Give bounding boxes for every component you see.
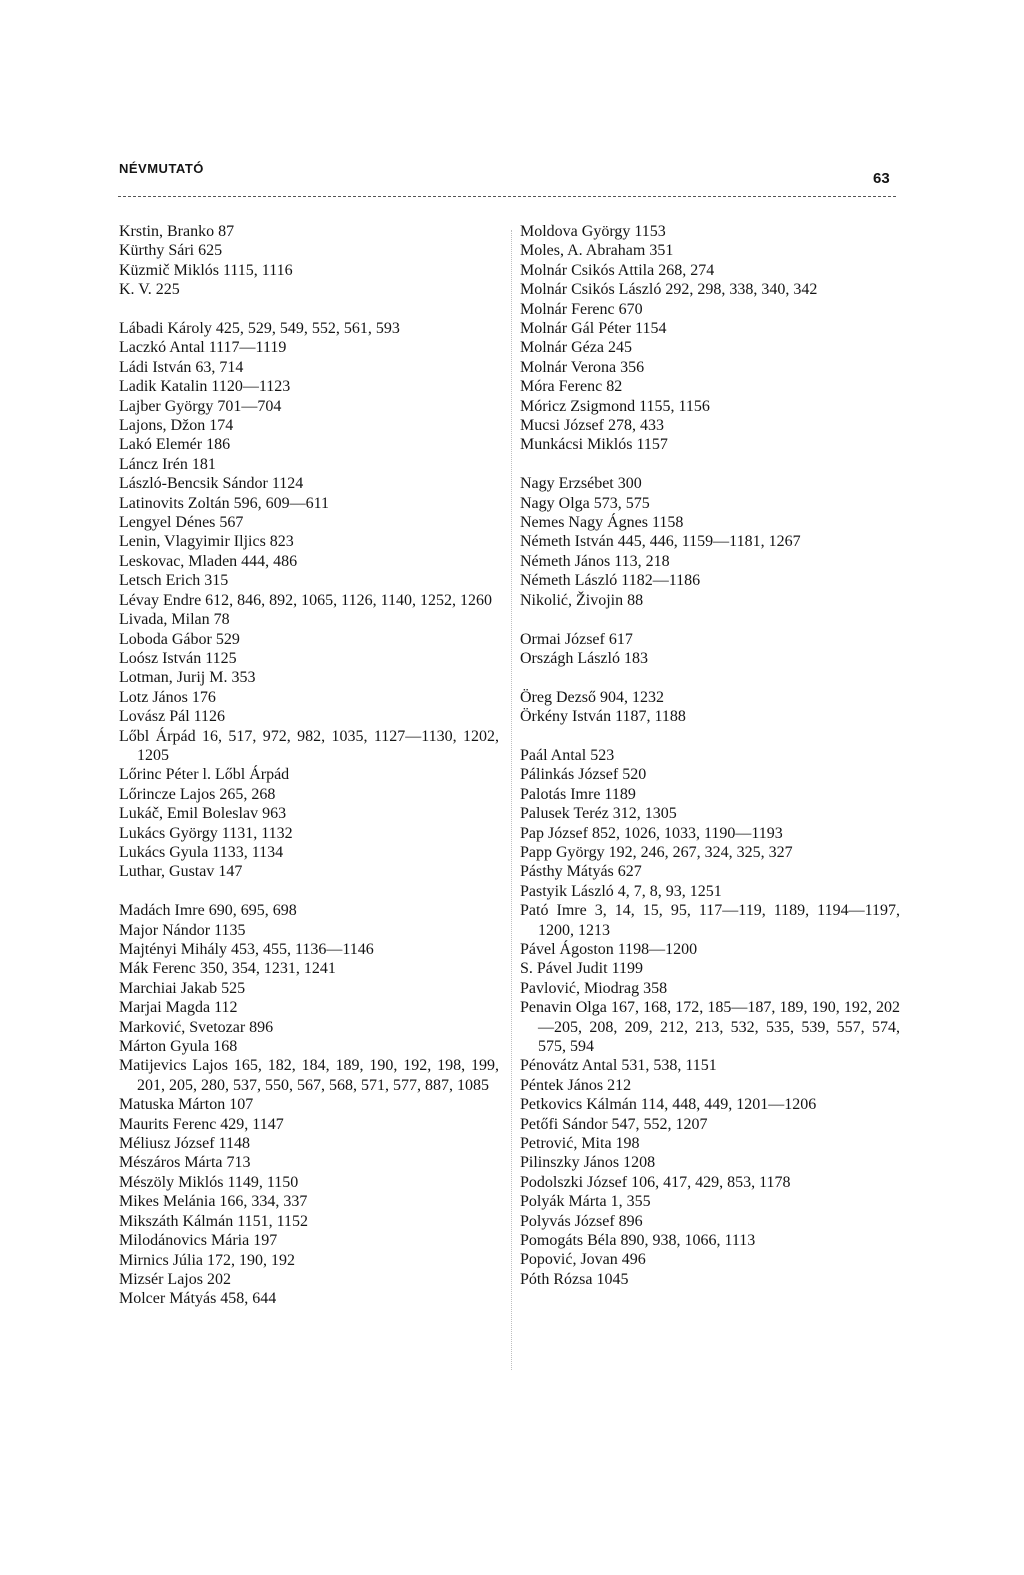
- index-entry: Mészáros Márta 713: [119, 1154, 251, 1172]
- index-entry: Mizsér Lajos 202: [119, 1270, 231, 1288]
- index-entry: Pilinszky János 1208: [520, 1154, 656, 1172]
- letter-group-gap: [119, 882, 499, 901]
- index-entry: Palusek Teréz 312, 1305: [520, 805, 677, 823]
- index-column-right: [520, 222, 900, 1289]
- index-entry: Lotz János 176: [119, 688, 216, 706]
- index-entry: Petrović, Mita 198: [520, 1135, 640, 1153]
- index-entry: Major Nándor 1135: [119, 921, 246, 939]
- index-entry: Palotás Imre 1189: [520, 785, 636, 803]
- index-entry: Moldova György 1153: [520, 223, 666, 240]
- index-entry: Móricz Zsigmond 1155, 1156: [520, 397, 710, 415]
- index-entry: Nemes Nagy Ágnes 1158: [520, 514, 684, 532]
- index-entry: Németh István 445, 446, 1159—1181, 1267: [520, 533, 801, 551]
- index-entry: Örkény István 1187, 1188: [520, 708, 686, 726]
- index-column-left: [119, 222, 499, 1309]
- index-entry: Lengyel Dénes 567: [119, 514, 244, 532]
- index-entry: Pável Ágoston 1198—1200: [520, 940, 698, 958]
- index-entry: Péntek János 212: [520, 1076, 632, 1094]
- index-entry: Mikes Melánia 166, 334, 337: [119, 1193, 308, 1211]
- index-entry: Nikolić, Živojin 88: [520, 591, 644, 609]
- index-entry: Öreg Dezső 904, 1232: [520, 688, 664, 706]
- index-entry: Ládi István 63, 714: [119, 358, 244, 376]
- index-entry: Leskovac, Mladen 444, 486: [119, 552, 298, 570]
- index-entry: Lakó Elemér 186: [119, 436, 231, 454]
- index-entry: Lábadi Károly 425, 529, 549, 552, 561, 593: [119, 320, 400, 338]
- index-entry: Mirnics Júlia 172, 190, 192: [119, 1251, 295, 1269]
- letter-group-gap: [520, 668, 900, 687]
- index-entry: Molnár Ferenc 670: [520, 300, 643, 318]
- index-entry: Ladik Katalin 1120—1123: [119, 378, 291, 396]
- index-entry: Országh László 183: [520, 649, 648, 667]
- index-entry: Lukács György 1131, 1132: [119, 824, 293, 842]
- index-entry: Németh János 113, 218: [520, 552, 670, 570]
- index-entry: Molnár Csikós László 292, 298, 338, 340, 342: [520, 281, 818, 299]
- header-divider: [118, 196, 896, 197]
- letter-group-gap: [520, 610, 900, 629]
- index-entry: Popović, Jovan 496: [520, 1251, 646, 1269]
- index-entry: Lőrinc Péter l. Lőbl Árpád: [119, 766, 290, 784]
- index-entry: Podolszki József 106, 417, 429, 853, 1178: [520, 1173, 791, 1191]
- index-entry: Loboda Gábor 529: [119, 630, 240, 648]
- index-entry: Kürthy Sári 625: [119, 242, 223, 260]
- index-entry: Matijevics Lajos 165, 182, 184, 189, 190, 192, 198, 199, 201, 205, 280, 537, 550, 567, 568, 571, 577, 887, 1085: [119, 1057, 499, 1094]
- index-entry: Petőfi Sándor 547, 552, 1207: [520, 1115, 708, 1133]
- index-entry: Moles, A. Abraham 351: [520, 242, 674, 260]
- index-entry: Pálinkás József 520: [520, 766, 647, 784]
- index-entry: Papp György 192, 246, 267, 324, 325, 327: [520, 843, 793, 861]
- column-divider: [511, 230, 512, 1370]
- index-entry: Lévay Endre 612, 846, 892, 1065, 1126, 1140, 1252, 1260: [119, 591, 492, 609]
- index-entry: Lotman, Jurij M. 353: [119, 669, 256, 687]
- index-entry: Petkovics Kálmán 114, 448, 449, 1201—1206: [520, 1096, 817, 1114]
- letter-group-gap: [119, 300, 499, 319]
- index-entry: Munkácsi Miklós 1157: [520, 436, 668, 454]
- index-entry: Mészöly Miklós 1149, 1150: [119, 1173, 299, 1191]
- index-entry: Pomogáts Béla 890, 938, 1066, 1113: [520, 1232, 756, 1250]
- index-entry: Pastyik László 4, 7, 8, 93, 1251: [520, 882, 722, 900]
- index-entry: Madách Imre 690, 695, 698: [119, 902, 297, 920]
- index-entry: Molnár Verona 356: [520, 358, 645, 376]
- index-entry: Milodánovics Mária 197: [119, 1232, 278, 1250]
- index-entry: Nagy Olga 573, 575: [520, 494, 650, 512]
- index-entry: Ormai József 617: [520, 630, 633, 648]
- index-entry: Küzmič Miklós 1115, 1116: [119, 261, 293, 279]
- index-entry: Lukács Gyula 1133, 1134: [119, 843, 284, 861]
- index-entry: Lőbl Árpád 16, 517, 972, 982, 1035, 1127—1130, 1202, 1205: [119, 727, 499, 764]
- index-entry: Pap József 852, 1026, 1033, 1190—1193: [520, 824, 783, 842]
- index-entry: László-Bencsik Sándor 1124: [119, 475, 304, 493]
- index-entry: Mák Ferenc 350, 354, 1231, 1241: [119, 960, 336, 978]
- index-entry: Letsch Erich 315: [119, 572, 229, 590]
- index-entry: Lenin, Vlagyimir Iljics 823: [119, 533, 294, 551]
- index-entry: Pásthy Mátyás 627: [520, 863, 642, 881]
- index-entry: Móra Ferenc 82: [520, 378, 623, 396]
- index-entry: Németh László 1182—1186: [520, 572, 701, 590]
- index-entry: Nagy Erzsébet 300: [520, 475, 642, 493]
- index-entry: Lőrincze Lajos 265, 268: [119, 785, 276, 803]
- index-entry: Molnár Gál Péter 1154: [520, 320, 667, 338]
- index-entry: Matuska Márton 107: [119, 1096, 254, 1114]
- index-entry: Lukáč, Emil Boleslav 963: [119, 805, 287, 823]
- index-entry: Paál Antal 523: [520, 746, 615, 764]
- index-entry: Molnár Géza 245: [520, 339, 632, 357]
- index-entry: Loósz István 1125: [119, 649, 237, 667]
- index-entry: Laczkó Antal 1117—1119: [119, 339, 287, 357]
- index-entry: Polyvás József 896: [520, 1212, 643, 1230]
- running-header-title: NÉVMUTATÓ: [119, 161, 204, 176]
- index-entry: Pénovátz Antal 531, 538, 1151: [520, 1057, 717, 1075]
- index-entry: Láncz Irén 181: [119, 455, 216, 473]
- index-entry: S. Pável Judit 1199: [520, 960, 643, 978]
- page-number: 63: [873, 170, 890, 187]
- letter-group-gap: [520, 727, 900, 746]
- index-entry: Marković, Svetozar 896: [119, 1018, 274, 1036]
- index-entry: Latinovits Zoltán 596, 609—611: [119, 494, 330, 512]
- index-entry: Marjai Magda 112: [119, 999, 238, 1017]
- index-entry: Luthar, Gustav 147: [119, 863, 243, 881]
- index-entry: Mucsi József 278, 433: [520, 417, 664, 435]
- index-entry: Maurits Ferenc 429, 1147: [119, 1115, 284, 1133]
- index-entry: Marchiai Jakab 525: [119, 979, 246, 997]
- index-entry: Póth Rózsa 1045: [520, 1270, 629, 1288]
- index-entry: Molcer Mátyás 458, 644: [119, 1290, 277, 1308]
- index-entry: Penavin Olga 167, 168, 172, 185—187, 189, 190, 192, 202—205, 208, 209, 212, 213, 532, 535, 539, 557, 574, 575, 594: [520, 999, 900, 1055]
- index-entry: Méliusz József 1148: [119, 1135, 250, 1153]
- index-entry: K. V. 225: [119, 281, 180, 299]
- index-entry: Lovász Pál 1126: [119, 708, 226, 726]
- letter-group-gap: [520, 455, 900, 474]
- index-entry: Márton Gyula 168: [119, 1038, 238, 1056]
- index-entry: Molnár Csikós Attila 268, 274: [520, 261, 715, 279]
- index-entry: Lajber György 701—704: [119, 397, 282, 415]
- index-entry: Mikszáth Kálmán 1151, 1152: [119, 1212, 309, 1230]
- index-entry: Lajons, Džon 174: [119, 417, 234, 435]
- index-entry: Pavlović, Miodrag 358: [520, 979, 668, 997]
- index-entry: Pató Imre 3, 14, 15, 95, 117—119, 1189, 1194—1197, 1200, 1213: [520, 902, 900, 939]
- index-entry: Polyák Márta 1, 355: [520, 1193, 651, 1211]
- index-entry: Majtényi Mihály 453, 455, 1136—1146: [119, 941, 374, 958]
- index-entry: Livada, Milan 78: [119, 611, 230, 629]
- index-entry: Krstin, Branko 87: [119, 223, 235, 240]
